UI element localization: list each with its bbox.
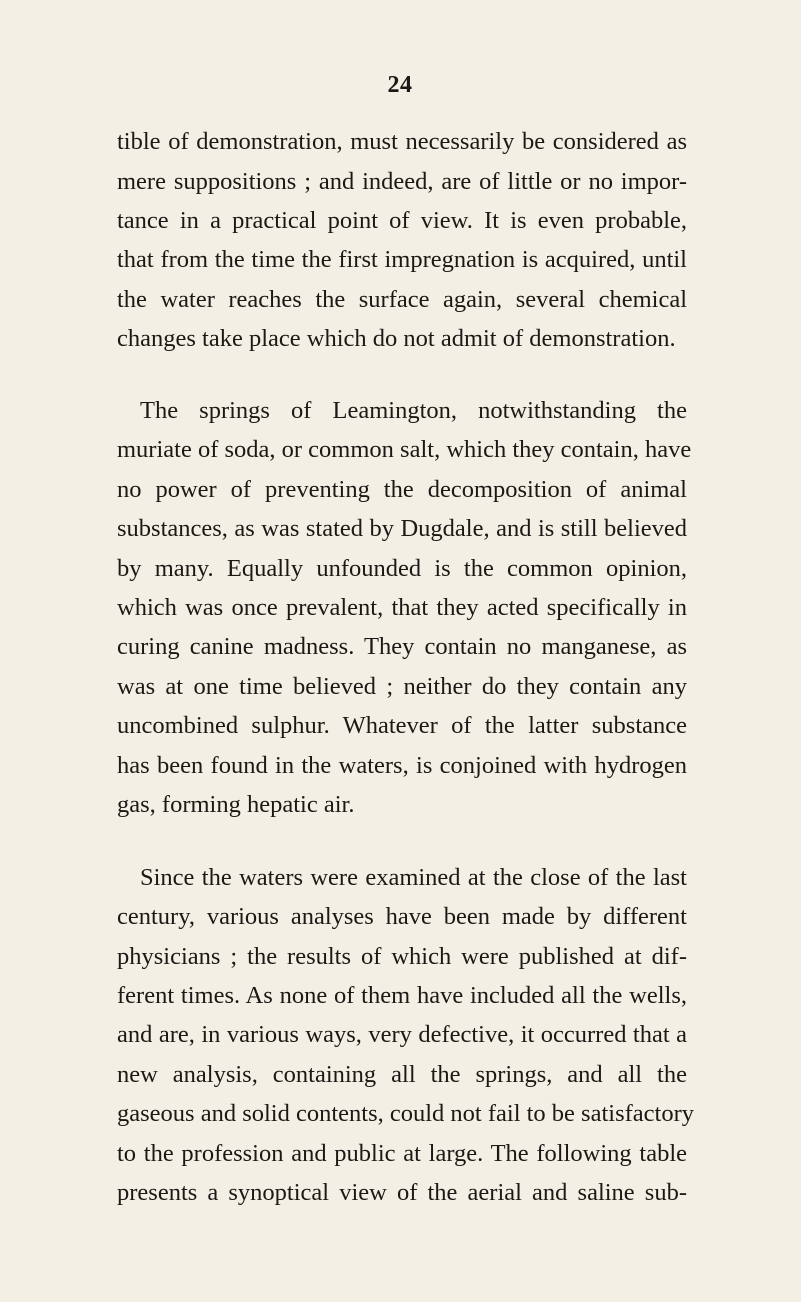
text-line: The springs of Leamington, notwithstanding the [140,397,687,424]
text-line: mere suppositions ; and indeed, are of little or no impor- [117,168,687,195]
text-line: was at one time believed ; neither do they contain any [117,673,687,700]
text-line: changes take place which do not admit of demonstration. [117,325,676,352]
text-line: to the profession and public at large. The following table [117,1140,687,1167]
text-line: gas, forming hepatic air. [117,791,355,818]
text-line: presents a synoptical view of the aerial and saline sub- [117,1179,687,1206]
text-line: physicians ; the results of which were published at dif- [117,943,687,970]
text-line: by many. Equally unfounded is the common opinion, [117,555,687,582]
text-line: muriate of soda, or common salt, which they contain, have [117,436,692,463]
text-line: the water reaches the surface again, several chemical [117,286,687,313]
text-line: tible of demonstration, must necessarily be considered as [117,128,687,155]
text-line: substances, as was stated by Dugdale, and is still believed [117,515,687,542]
text-line: ferent times. As none of them have included all the wells, [117,982,687,1009]
text-line: has been found in the waters, is conjoined with hydrogen [117,752,687,779]
page-number: 24 [387,72,413,98]
text-line: tance in a practical point of view. It is even probable, [117,207,687,234]
text-line: Since the waters were examined at the close of the last [140,864,687,891]
text-line: new analysis, containing all the springs, and all the [117,1061,687,1088]
text-line: no power of preventing the decomposition of animal [117,476,687,503]
text-line: that from the time the first impregnation is acquired, until [117,246,687,273]
text-line: uncombined sulphur. Whatever of the latter substance [117,712,687,739]
text-line: which was once prevalent, that they acted specifically in [117,594,687,621]
text-line: curing canine madness. They contain no manganese, as [117,633,687,660]
text-line: gaseous and solid contents, could not fail to be satisfactory [117,1100,694,1127]
text-line: and are, in various ways, very defective, it occurred that a [117,1021,687,1048]
text-line: century, various analyses have been made by different [117,903,687,930]
